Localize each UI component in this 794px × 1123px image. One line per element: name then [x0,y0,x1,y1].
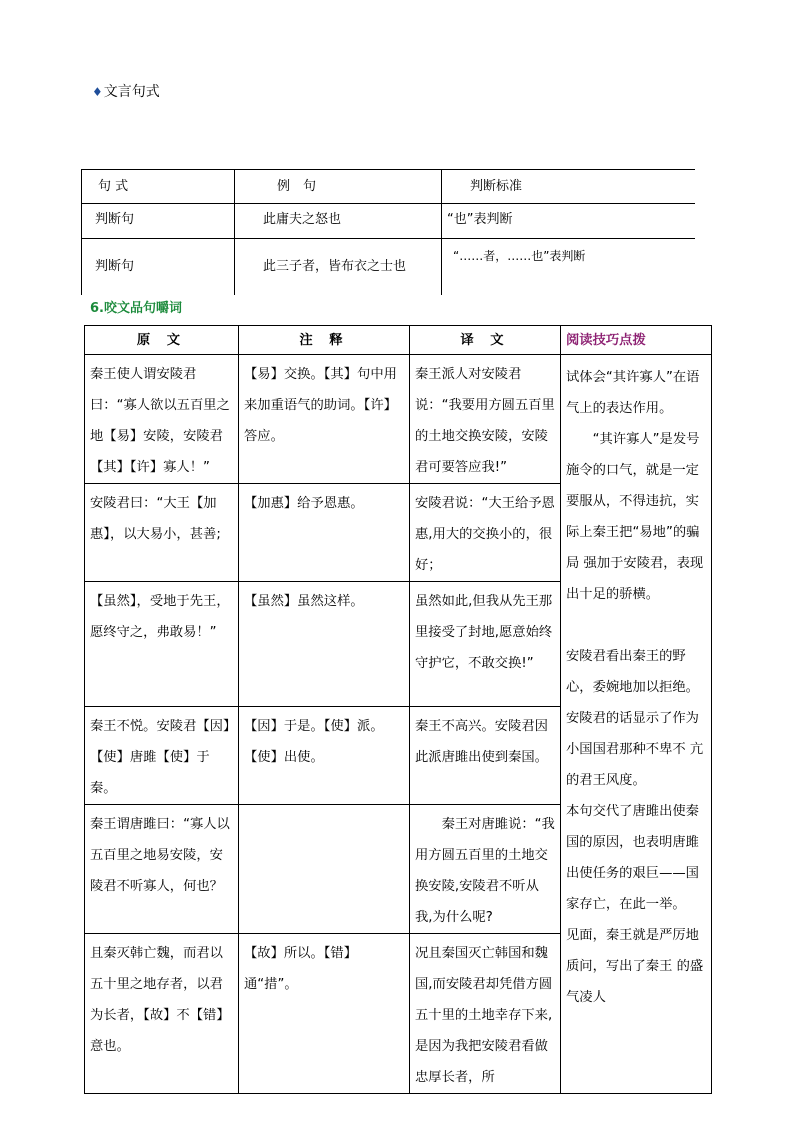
row1-criterion: “也”表判断 [447,212,513,227]
header-original: 原 文 [85,326,239,355]
table-border [81,169,695,170]
table-border [81,169,82,295]
heading-text: 文言句式 [103,84,160,100]
original-text: 【虽然】，受地于先王，愿终守之，弗敢易！” [85,582,239,707]
table-header-row [85,326,712,355]
translation-text: 秦王派人对安陵君说：“我要用方圆五百里的土地交换安陵，安陵君可要答应我!” [410,355,561,484]
row2-pattern: 判断句 [95,259,135,274]
tip-paragraph: 本句交代了唐雎出使秦国的原因，也表明唐雎出使任务的艰巨——国家存亡，在此一举。 [566,804,699,912]
header-reading-tips: 阅读技巧点拨 [561,326,712,355]
notes-text: 【易】交换。【其】句中用来加重语气的助词。【许】答应。 [239,355,410,484]
translation-text: 况且秦国灭亡韩国和魏国,而安陵君却凭借方圆五十里的土地幸存下来,是因为我把安陵君看做忠厚长者，所 [410,934,561,1094]
header-pattern: 句 式 [98,179,129,194]
header-translation: 译 文 [410,326,561,355]
original-text: 秦王使人谓安陵君曰：“寡人欲以五百里之地【易】安陵，安陵君【其】【许】寡人！” [85,355,239,484]
reading-tips-cell [561,355,712,1094]
table-border [81,238,695,239]
row1-example: 此庸夫之怒也 [263,212,342,227]
tip-paragraph: 试体会“其许寡人”在语气上的表达作用。 [566,370,700,416]
row2-example: 此三子者，皆布衣之士也 [263,259,407,274]
diamond-bullet-icon: ♦ [92,85,103,99]
section-heading [92,83,160,101]
translation-text: 秦王不高兴。安陵君因此派唐雎出使到秦国。 [410,707,561,805]
translation-text: 安陵君说：“大王给予恩惠,用大的交换小的，很好； [410,484,561,582]
notes-text: 【加惠】给予恩惠。 [239,484,410,582]
row2-criterion: “……者，……也”表判断 [453,249,586,263]
original-text: 秦王谓唐雎曰：“寡人以五百里之地易安陵，安陵君不听寡人，何也？ [85,805,239,934]
translation-text: 秦王对唐雎说：“我用方圆五百里的土地交换安陵,安陵君不听从我,为什么呢? [410,805,561,934]
section-title: 6.咬文品句嚼词 [90,301,182,316]
table-border [81,203,695,204]
tip-paragraph: “其许寡人”是发号施令的口气，就是一定要服从，不得违抗，实际上秦王把“易地”的骗局 强加于安陵君，表现出十足的骄横。 [566,432,704,602]
original-text: 安陵君曰：“大王【加惠】，以大易小，甚善; [85,484,239,582]
notes-text: 【故】所以。【错】通“措”。 [239,934,410,1094]
header-criterion: 判断标准 [470,179,523,194]
row1-pattern: 判断句 [95,212,135,227]
translation-text: 虽然如此,但我从先王那里接受了封地,愿意始终守护它，不敢交换!” [410,582,561,707]
notes-text [239,805,410,934]
tip-paragraph: 见面，秦王就是严厉地质问，写出了秦王 的盛气凌人 [566,928,704,1005]
header-example: 例 句 [277,179,317,194]
original-text: 且秦灭韩亡魏，而君以五十里之地存者，以君为长者，【故】不【错】意也。 [85,934,239,1094]
table-border [234,169,235,295]
sentence-pattern-table [81,169,695,295]
table-border [441,169,442,295]
notes-text: 【因】于是。【使】派。【使】出使。 [239,707,410,805]
notes-text: 【虽然】虽然这样。 [239,582,410,707]
original-text: 秦王不悦。安陵君【因】【使】唐雎【使】于秦。 [85,707,239,805]
reading-table [84,325,712,1094]
tip-paragraph: 安陵君看出秦王的野心，委婉地加以拒绝。安陵君的话显示了作为小国国君那种不卑不 亢的君王风度。 [566,649,704,788]
table-row [85,355,712,484]
header-notes: 注 释 [239,326,410,355]
